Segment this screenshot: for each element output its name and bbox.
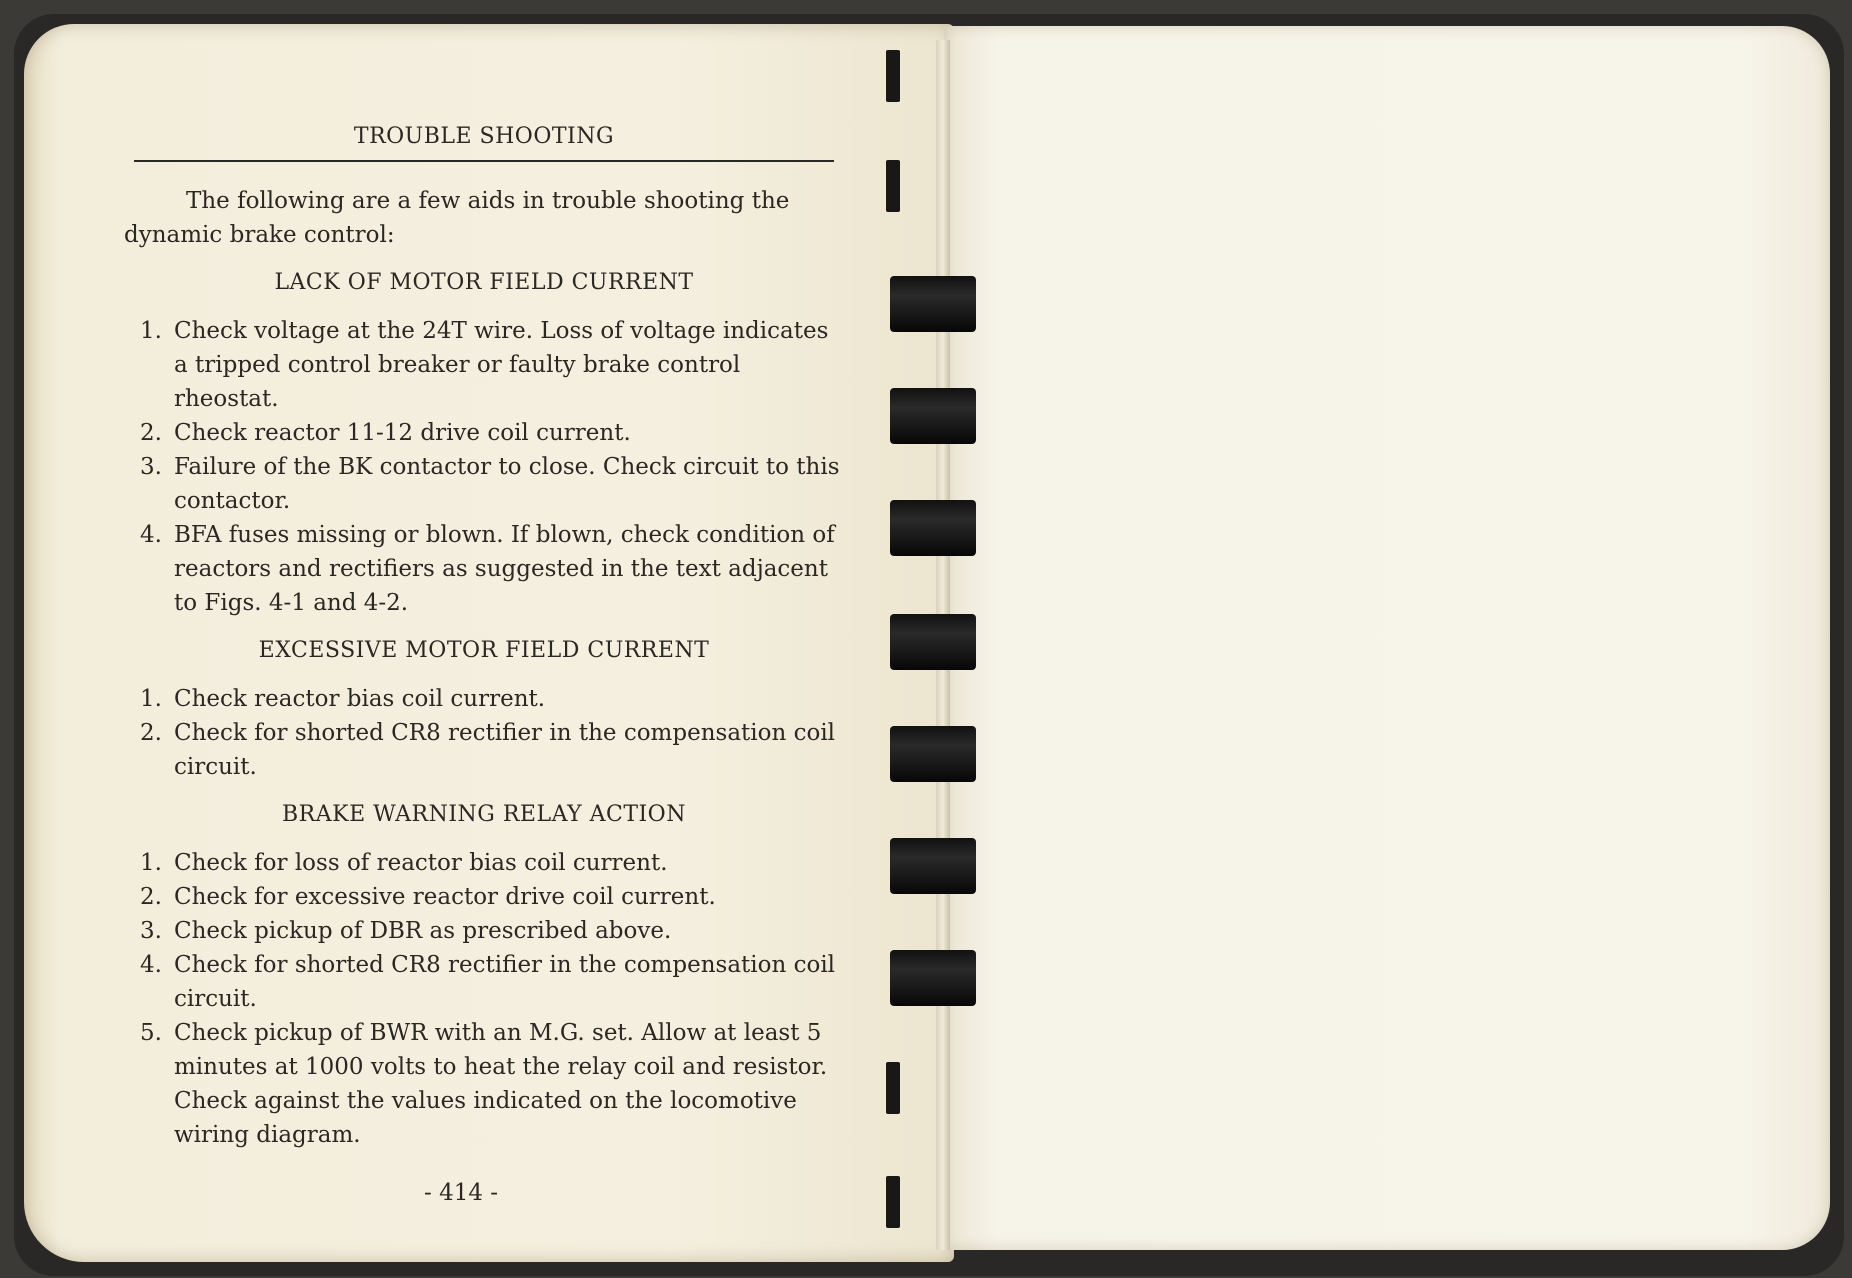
list-item: 5. Check pickup of BWR with an M.G. set. Allow at least 5 minutes at 1000 volts to heat the relay coil and resistor. Check against the values indicated on the locomotive wiring diagram.	[140, 1020, 828, 1148]
page-content	[124, 120, 844, 1152]
binding-slot	[886, 160, 900, 212]
binding-ring	[890, 276, 976, 332]
list-item: 1. Check for loss of reactor bias coil current.	[140, 850, 668, 876]
binding-slot	[886, 1176, 900, 1228]
binding-ring	[890, 500, 976, 556]
list-item: 3. Failure of the BK contactor to close. Check circuit to this contactor.	[140, 454, 840, 514]
section-title-relay: BRAKE WARNING RELAY ACTION	[282, 802, 686, 827]
list-item: 3. Check pickup of DBR as prescribed above.	[140, 918, 672, 944]
list-item: 2. Check reactor 11-12 drive coil current.	[140, 420, 631, 446]
right-page-blank	[944, 26, 1830, 1250]
binding-slot	[886, 1062, 900, 1114]
list-item: 2. Check for excessive reactor drive coil current.	[140, 884, 716, 910]
binding-ring	[890, 614, 976, 670]
page-header: TROUBLE SHOOTING	[134, 120, 834, 162]
list-item: 1. Check voltage at the 24T wire. Loss of voltage indicates a tripped control breaker or faulty brake control rheostat.	[140, 318, 829, 412]
binding-ring	[890, 388, 976, 444]
list-item: 1. Check reactor bias coil current.	[140, 686, 546, 712]
section-title-lack: LACK OF MOTOR FIELD CURRENT	[274, 270, 694, 295]
list-excessive	[124, 682, 844, 784]
section-title-excessive: EXCESSIVE MOTOR FIELD CURRENT	[258, 638, 710, 663]
list-lack	[124, 314, 844, 620]
list-item: 4. Check for shorted CR8 rectifier in the compensation coil circuit.	[140, 952, 836, 1012]
binding-ring	[890, 726, 976, 782]
binding-ring	[890, 950, 976, 1006]
binding-slot	[886, 50, 900, 102]
list-item: 2. Check for shorted CR8 rectifier in the compensation coil circuit.	[140, 720, 836, 780]
binding-ring	[890, 838, 976, 894]
list-relay	[124, 846, 844, 1152]
page-number: - 414 -	[424, 1180, 499, 1206]
left-page	[24, 24, 954, 1262]
intro-paragraph: The following are a few aids in trouble shooting the dynamic brake control:	[124, 188, 790, 248]
list-item: 4. BFA fuses missing or blown. If blown, check condition of reactors and rectifiers as suggested in the text adjacent to Figs. 4-1 and 4-2.	[140, 522, 835, 616]
